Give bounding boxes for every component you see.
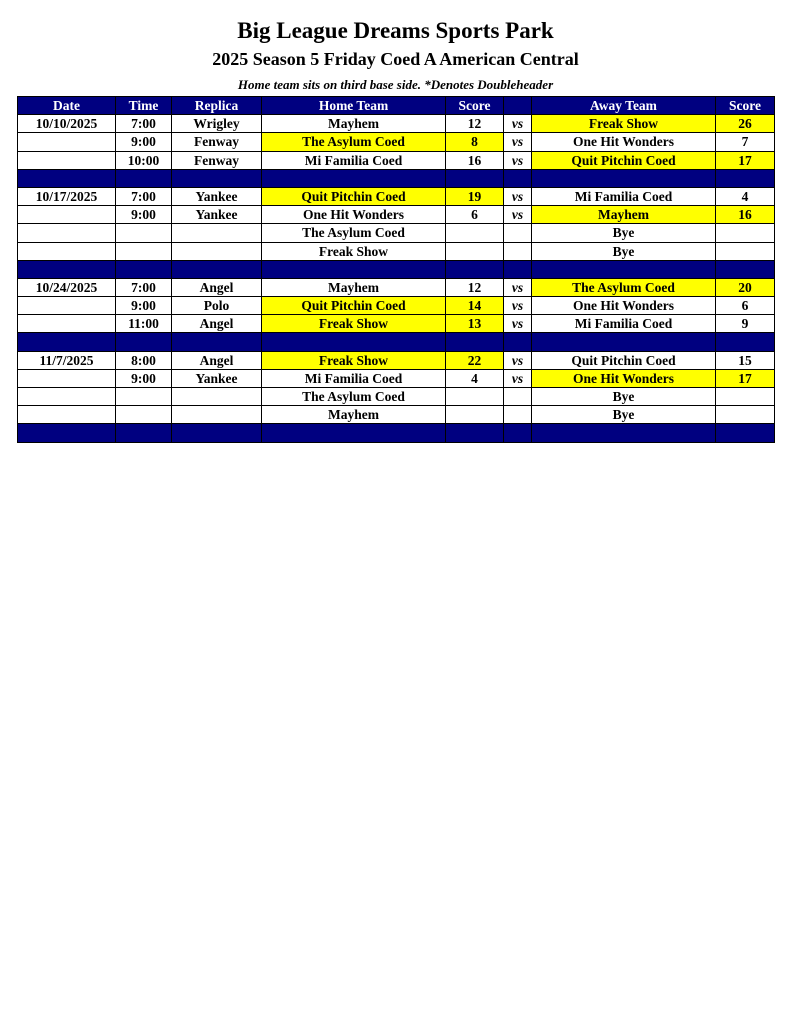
cell-away-team: Quit Pitchin Coed [532,151,716,169]
cell-date [18,388,116,406]
cell-away-team: Bye [532,406,716,424]
cell-home-team: The Asylum Coed [262,133,446,151]
header-row [18,97,775,115]
cell-date [18,206,116,224]
header-away-score: Score [716,97,775,115]
cell-away-score [716,406,775,424]
cell-home-score [446,388,504,406]
header-replica: Replica [172,97,262,115]
table-row [18,151,775,169]
cell-home-score: 16 [446,151,504,169]
cell-home-score: 8 [446,133,504,151]
table-row [18,351,775,369]
cell-time [116,406,172,424]
cell-away-team: Bye [532,242,716,260]
cell-time: 9:00 [116,297,172,315]
header-away-team: Away Team [532,97,716,115]
cell-vs-empty [504,406,532,424]
week-separator [18,424,775,442]
cell-replica [172,242,262,260]
cell-home-team: Quit Pitchin Coed [262,297,446,315]
cell-vs: vs [504,133,532,151]
cell-date [18,242,116,260]
cell-home-score: 22 [446,351,504,369]
cell-away-score: 17 [716,369,775,387]
cell-date: 10/17/2025 [18,187,116,205]
week-separator [18,260,775,278]
cell-away-team: Quit Pitchin Coed [532,351,716,369]
cell-home-score: 6 [446,206,504,224]
cell-away-score: 17 [716,151,775,169]
week-separator [18,169,775,187]
cell-replica: Yankee [172,206,262,224]
cell-away-score: 26 [716,115,775,133]
cell-home-team: Freak Show [262,351,446,369]
cell-date: 10/24/2025 [18,278,116,296]
cell-home-team: Mayhem [262,406,446,424]
cell-replica: Angel [172,278,262,296]
cell-replica: Angel [172,351,262,369]
cell-home-score [446,242,504,260]
cell-date [18,133,116,151]
cell-home-score: 19 [446,187,504,205]
table-row [18,115,775,133]
cell-replica: Fenway [172,151,262,169]
cell-away-team: Bye [532,224,716,242]
cell-replica [172,224,262,242]
cell-away-team: One Hit Wonders [532,369,716,387]
cell-away-score: 16 [716,206,775,224]
schedule-note: Home team sits on third base side. *Denotes Doubleheader [237,77,554,92]
cell-away-team: Mi Familia Coed [532,187,716,205]
cell-replica: Angel [172,315,262,333]
cell-away-score: 4 [716,187,775,205]
cell-vs: vs [504,369,532,387]
cell-date [18,406,116,424]
cell-home-score: 13 [446,315,504,333]
table-row [18,406,775,424]
cell-time: 7:00 [116,187,172,205]
cell-home-team: Mi Familia Coed [262,369,446,387]
header-home-score: Score [446,97,504,115]
header-home-team: Home Team [262,97,446,115]
table-row [18,315,775,333]
table-row [18,224,775,242]
cell-home-team: Mi Familia Coed [262,151,446,169]
table-row [18,242,775,260]
cell-time [116,224,172,242]
cell-time: 9:00 [116,133,172,151]
cell-vs: vs [504,115,532,133]
cell-home-team: One Hit Wonders [262,206,446,224]
cell-vs: vs [504,206,532,224]
cell-date [18,315,116,333]
cell-time: 7:00 [116,278,172,296]
cell-away-team: Mi Familia Coed [532,315,716,333]
cell-away-score: 15 [716,351,775,369]
cell-home-score: 14 [446,297,504,315]
cell-away-team: One Hit Wonders [532,297,716,315]
cell-home-team: Quit Pitchin Coed [262,187,446,205]
cell-vs: vs [504,187,532,205]
cell-date [18,151,116,169]
cell-away-score: 7 [716,133,775,151]
cell-vs: vs [504,151,532,169]
cell-home-score [446,406,504,424]
table-row [18,297,775,315]
cell-away-team: Mayhem [532,206,716,224]
cell-replica: Yankee [172,369,262,387]
cell-replica: Wrigley [172,115,262,133]
schedule-table [17,96,775,443]
week-separator [18,333,775,351]
cell-replica: Polo [172,297,262,315]
cell-home-team: Freak Show [262,242,446,260]
cell-away-score: 9 [716,315,775,333]
cell-vs: vs [504,315,532,333]
cell-home-team: Mayhem [262,115,446,133]
cell-replica: Fenway [172,133,262,151]
cell-replica [172,406,262,424]
cell-replica: Yankee [172,187,262,205]
cell-time: 11:00 [116,315,172,333]
page-title: Big League Dreams Sports Park [237,18,554,43]
cell-away-team: Freak Show [532,115,716,133]
cell-time [116,242,172,260]
cell-away-team: The Asylum Coed [532,278,716,296]
cell-away-team: Bye [532,388,716,406]
page-subtitle: 2025 Season 5 Friday Coed A American Central [212,49,579,69]
header-date: Date [18,97,116,115]
cell-vs-empty [504,242,532,260]
cell-home-team: Freak Show [262,315,446,333]
cell-date: 10/10/2025 [18,115,116,133]
header-vs [504,97,532,115]
cell-vs: vs [504,351,532,369]
table-row [18,206,775,224]
cell-vs-empty [504,388,532,406]
cell-away-score [716,388,775,406]
cell-time: 9:00 [116,206,172,224]
cell-vs: vs [504,278,532,296]
cell-replica [172,388,262,406]
table-row [18,369,775,387]
cell-away-team: One Hit Wonders [532,133,716,151]
cell-vs-empty [504,224,532,242]
table-row [18,278,775,296]
cell-date [18,297,116,315]
header-time: Time [116,97,172,115]
cell-time: 9:00 [116,369,172,387]
cell-home-score [446,224,504,242]
cell-home-team: The Asylum Coed [262,224,446,242]
cell-away-score [716,242,775,260]
cell-home-score: 12 [446,278,504,296]
cell-away-score: 6 [716,297,775,315]
cell-away-score: 20 [716,278,775,296]
cell-vs: vs [504,297,532,315]
cell-home-score: 4 [446,369,504,387]
cell-date [18,224,116,242]
table-row [18,187,775,205]
cell-date: 11/7/2025 [18,351,116,369]
cell-time [116,388,172,406]
cell-time: 7:00 [116,115,172,133]
cell-time: 10:00 [116,151,172,169]
cell-time: 8:00 [116,351,172,369]
cell-home-team: Mayhem [262,278,446,296]
cell-home-score: 12 [446,115,504,133]
cell-home-team: The Asylum Coed [262,388,446,406]
cell-date [18,369,116,387]
table-row [18,388,775,406]
table-row [18,133,775,151]
cell-away-score [716,224,775,242]
